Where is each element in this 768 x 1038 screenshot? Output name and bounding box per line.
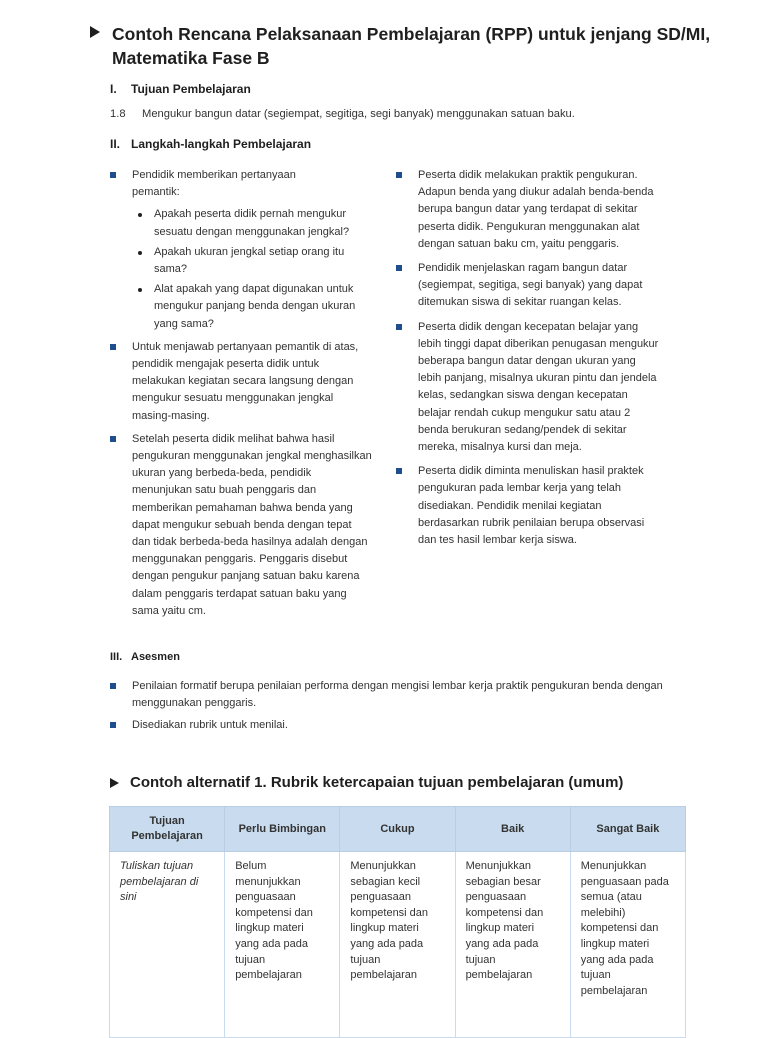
- table-row: [110, 852, 686, 1038]
- sub-list-item: [132, 206, 372, 240]
- section-3-label: Asesmen: [131, 651, 180, 663]
- step-text: Setelah peserta didik melihat bahwa hasil pengukuran menggunakan jengkal menghasilkan ukuran yang berbeda-beda, pendidik menunjukan satu buah penggaris dan memberikan pemahaman bahwa benda yang dapat mengukur sebuah benda dengan tepat dan tidak berbeda-beda hasilnya adalah dengan menggunakan penggaris. Penggaris disebut dengan pengukur panjang satuan baku karena dalam penggaris terdapat satuan baku yang sama yaitu cm.: [132, 432, 372, 617]
- step-text: Pendidik memberikan pertanyaan pemantik:: [132, 169, 296, 199]
- rubric-title-text: Contoh alternatif 1. Rubrik ketercapaian tujuan pembelajaran (umum): [130, 774, 624, 791]
- assessment-text: Penilaian formatif berupa penilaian performa dengan mengisi lembar kerja praktik pengukuran benda dengan menggunakan penggaris.: [132, 680, 663, 710]
- list-item: [396, 319, 660, 457]
- section-2-heading: [110, 137, 410, 153]
- section-1-heading: [110, 82, 410, 98]
- list-item: [110, 167, 372, 333]
- list-item: [110, 717, 670, 734]
- step-text: Peserta didik dengan kecepatan belajar yang lebih tinggi dapat diberikan penugasan mengukur beberapa bangun datar dengan ukuran yang lebih panjang, misalnya ukuran pintu dan jendela kelas, sedangkan siswa dengan kecepatan belajar rendah cukup mengukur satu atau 2 benda berukuran sedang/pendek di sekitar mereka, misalnya kursi dan meja.: [418, 320, 659, 454]
- table-cell: Menunjukkan penguasaan pada semua (atau melebihi) kompetensi dan lingkup materi yang ada pada tujuan pembelajaran: [570, 852, 685, 1038]
- list-item: [396, 260, 660, 312]
- table-header-row: [110, 807, 686, 852]
- steps-left-column: [110, 167, 372, 626]
- dot-bullet-icon: [138, 288, 142, 292]
- dot-bullet-icon: [138, 251, 142, 255]
- step-text: Peserta didik diminta menuliskan hasil praktek pengukuran pada lembar kerja yang telah disediakan. Pendidik menilai kegiatan berdasarkan rubrik penilaian berupa observasi dan tes hasil lembar kerja siswa.: [418, 465, 645, 547]
- section-2-number: II.: [110, 137, 121, 151]
- document-title: [90, 22, 710, 72]
- steps-right-column: [396, 167, 660, 555]
- rubric-title: [110, 774, 670, 794]
- sub-list-item: [132, 281, 372, 333]
- square-bullet-icon: [110, 172, 116, 178]
- section-3-number: III.: [110, 651, 123, 663]
- square-bullet-icon: [110, 683, 116, 689]
- triangle-bullet-icon: [90, 26, 100, 38]
- table-header-cell: Baik: [455, 807, 570, 852]
- document-title-text: Contoh Rencana Pelaksanaan Pembelajaran (RPP) untuk jenjang SD/MI, Matematika Fase B: [112, 24, 711, 68]
- section-3-heading: [110, 651, 410, 667]
- table-cell: Tuliskan tujuan pembelajaran di sini: [110, 852, 225, 1038]
- sub-list-item: [132, 244, 372, 278]
- list-item: [396, 463, 660, 549]
- square-bullet-icon: [110, 436, 116, 442]
- sub-item-text: Apakah ukuran jengkal setiap orang itu sama?: [154, 245, 345, 276]
- list-item: [110, 431, 372, 620]
- step-text: Pendidik menjelaskan ragam bangun datar (segiempat, segitiga, segi banyak) yang dapat ditemukan siswa di sekitar ruangan kelas.: [418, 262, 643, 309]
- section-1-label: Tujuan Pembelajaran: [131, 82, 251, 96]
- square-bullet-icon: [396, 324, 402, 330]
- square-bullet-icon: [396, 172, 402, 178]
- table-cell: Belum menunjukkan penguasaan kompetensi dan lingkup materi yang ada pada tujuan pembelajaran: [225, 852, 340, 1038]
- assessment-text: Disediakan rubrik untuk menilai.: [132, 719, 288, 732]
- triangle-bullet-icon: [110, 778, 119, 788]
- table-header-cell: Perlu Bimbingan: [225, 807, 340, 852]
- table-cell: Menunjukkan sebagian besar penguasaan kompetensi dan lingkup materi yang ada pada tujuan pembelajaran: [455, 852, 570, 1038]
- sub-item-text: Apakah peserta didik pernah mengukur sesuatu dengan menggunakan jengkal?: [154, 208, 350, 238]
- section-2-label: Langkah-langkah Pembelajaran: [131, 137, 312, 151]
- objective-number: 1.8: [110, 108, 126, 120]
- section-1-number: I.: [110, 82, 117, 96]
- dot-bullet-icon: [138, 213, 142, 217]
- table-header-cell: Tujuan Pembelajaran: [110, 807, 225, 852]
- assessment-list: [110, 678, 670, 741]
- square-bullet-icon: [396, 265, 402, 271]
- list-item: [110, 678, 670, 712]
- list-item: [396, 167, 660, 253]
- step-text: Untuk menjawab pertanyaan pemantik di atas, pendidik mengajak peserta didik untuk melakukan kegiatan secara langsung dengan mengukur sesuatu menggunakan jengkal masing-masing.: [132, 340, 359, 422]
- table-header-cell: Cukup: [340, 807, 455, 852]
- table-header-cell: Sangat Baik: [570, 807, 685, 852]
- list-item: [110, 339, 372, 425]
- objective-text: Mengukur bangun datar (segiempat, segitiga, segi banyak) menggunakan satuan baku.: [142, 108, 575, 120]
- sub-item-text: Alat apakah yang dapat digunakan untuk mengukur panjang benda dengan ukuran yang sama?: [154, 283, 356, 330]
- step-text: Peserta didik melakukan praktik pengukuran. Adapun benda yang diukur adalah benda-benda berupa bangun datar yang terdapat di sekitar peserta didik. Pengukuran menggunakan alat dengan satuan baku cm, yaitu penggaris.: [418, 169, 654, 250]
- square-bullet-icon: [110, 344, 116, 350]
- square-bullet-icon: [110, 722, 116, 728]
- table-cell: Menunjukkan sebagian kecil penguasaan kompetensi dan lingkup materi yang ada pada tujuan pembelajaran: [340, 852, 455, 1038]
- square-bullet-icon: [396, 468, 402, 474]
- rubric-table: [109, 806, 686, 1038]
